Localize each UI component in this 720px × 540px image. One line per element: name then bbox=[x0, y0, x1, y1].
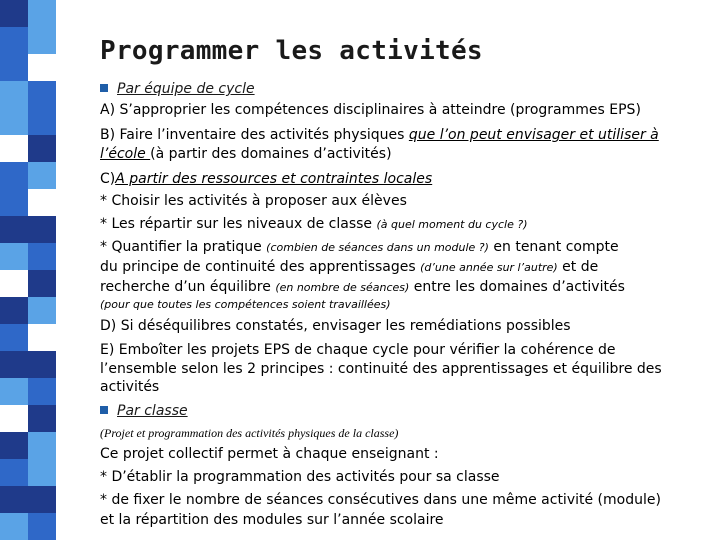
strip-tile bbox=[28, 270, 56, 297]
strip-tile bbox=[28, 0, 56, 27]
text-line: A) S’approprier les compétences disciplinaires à atteindre (programmes EPS) bbox=[100, 102, 641, 118]
strip-tile bbox=[28, 513, 56, 540]
strip-tile bbox=[28, 405, 56, 432]
text-line: * Choisir les activités à proposer aux élèves bbox=[100, 193, 407, 209]
strip-tile bbox=[28, 486, 56, 513]
strip-tile bbox=[0, 216, 28, 243]
strip-tile bbox=[0, 270, 28, 297]
text-line: E) Emboîter les projets EPS de chaque cycle pour vérifier la cohérence de bbox=[100, 342, 616, 358]
text-line: * D’établir la programmation des activités pour sa classe bbox=[100, 469, 500, 485]
text-span: entre les domaines d’activités bbox=[409, 279, 625, 295]
text-line bbox=[100, 216, 528, 233]
text-span: A partir des ressources et contraintes locales bbox=[115, 171, 433, 187]
strip-tile bbox=[28, 432, 56, 459]
strip-tile bbox=[28, 81, 56, 108]
text-span: du principe de continuité des apprentissages bbox=[100, 259, 421, 275]
strip-tile bbox=[0, 243, 28, 270]
strip-tile bbox=[0, 405, 28, 432]
strip-tile bbox=[0, 432, 28, 459]
section-heading-classe bbox=[100, 403, 188, 420]
strip-tile bbox=[28, 378, 56, 405]
text-line bbox=[100, 127, 659, 144]
text-line: et la répartition des modules sur l’année scolaire bbox=[100, 512, 444, 528]
text-line: l’ensemble selon les 2 principes : continuité des apprentissages et équilibre des bbox=[100, 361, 662, 377]
section-heading-cycle bbox=[100, 81, 255, 98]
strip-tile bbox=[0, 135, 28, 162]
strip-tile bbox=[0, 54, 28, 81]
square-bullet-icon bbox=[100, 406, 108, 414]
text-span: (combien de séances dans un module ?) bbox=[266, 241, 489, 254]
text-span: (en nombre de séances) bbox=[275, 281, 410, 294]
strip-tile bbox=[0, 351, 28, 378]
strip-tile bbox=[28, 459, 56, 486]
strip-tile bbox=[0, 378, 28, 405]
text-line: activités bbox=[100, 379, 160, 395]
heading-text: Par équipe de cycle bbox=[117, 81, 255, 97]
strip-tile bbox=[28, 54, 56, 81]
text-line bbox=[100, 279, 625, 296]
heading-text: Par classe bbox=[117, 403, 188, 419]
strip-tile bbox=[28, 27, 56, 54]
text-span: C) bbox=[100, 171, 116, 187]
text-span: (à partir des domaines d’activités) bbox=[150, 146, 392, 162]
strip-tile bbox=[0, 189, 28, 216]
strip-tile bbox=[0, 513, 28, 540]
text-line: (Projet et programmation des activités physiques de la classe) bbox=[100, 426, 399, 440]
text-span: l’école bbox=[100, 146, 151, 162]
strip-tile bbox=[28, 135, 56, 162]
text-line bbox=[100, 239, 619, 256]
text-span: recherche d’un équilibre bbox=[100, 279, 276, 295]
strip-tile bbox=[0, 162, 28, 189]
strip-tile bbox=[28, 189, 56, 216]
text-line: D) Si déséquilibres constatés, envisager les remédiations possibles bbox=[100, 318, 571, 334]
text-line: Ce projet collectif permet à chaque enseignant : bbox=[100, 446, 439, 462]
text-span: que l’on peut envisager et utiliser à bbox=[408, 127, 659, 143]
text-span: (à quel moment du cycle ?) bbox=[376, 218, 528, 231]
text-span: B) Faire l’inventaire des activités physiques bbox=[100, 127, 409, 143]
strip-tile bbox=[28, 162, 56, 189]
strip-tile bbox=[28, 216, 56, 243]
square-bullet-icon bbox=[100, 84, 108, 92]
text-span: (d’une année sur l’autre) bbox=[420, 261, 558, 274]
strip-tile bbox=[0, 27, 28, 54]
strip-tile bbox=[0, 108, 28, 135]
text-span: * Quantifier la pratique bbox=[100, 239, 267, 255]
strip-tile bbox=[28, 108, 56, 135]
strip-tile bbox=[0, 459, 28, 486]
text-span: en tenant compte bbox=[488, 239, 619, 255]
text-line bbox=[100, 146, 392, 163]
strip-tile bbox=[0, 0, 28, 27]
text-span: et de bbox=[557, 259, 599, 275]
text-line bbox=[100, 171, 432, 188]
strip-tile bbox=[0, 486, 28, 513]
text-line bbox=[100, 259, 598, 276]
text-line: (pour que toutes les compétences soient travaillées) bbox=[100, 298, 391, 311]
text-line: * de fixer le nombre de séances consécutives dans une même activité (module) bbox=[100, 492, 661, 508]
strip-tile bbox=[0, 81, 28, 108]
decorative-side-strip bbox=[0, 0, 56, 540]
text-span: * Les répartir sur les niveaux de classe bbox=[100, 216, 377, 232]
strip-tile bbox=[28, 351, 56, 378]
strip-tile bbox=[0, 324, 28, 351]
strip-tile bbox=[28, 297, 56, 324]
strip-tile bbox=[0, 297, 28, 324]
strip-tile bbox=[28, 243, 56, 270]
strip-tile bbox=[28, 324, 56, 351]
page-title: Programmer les activités bbox=[100, 36, 483, 66]
